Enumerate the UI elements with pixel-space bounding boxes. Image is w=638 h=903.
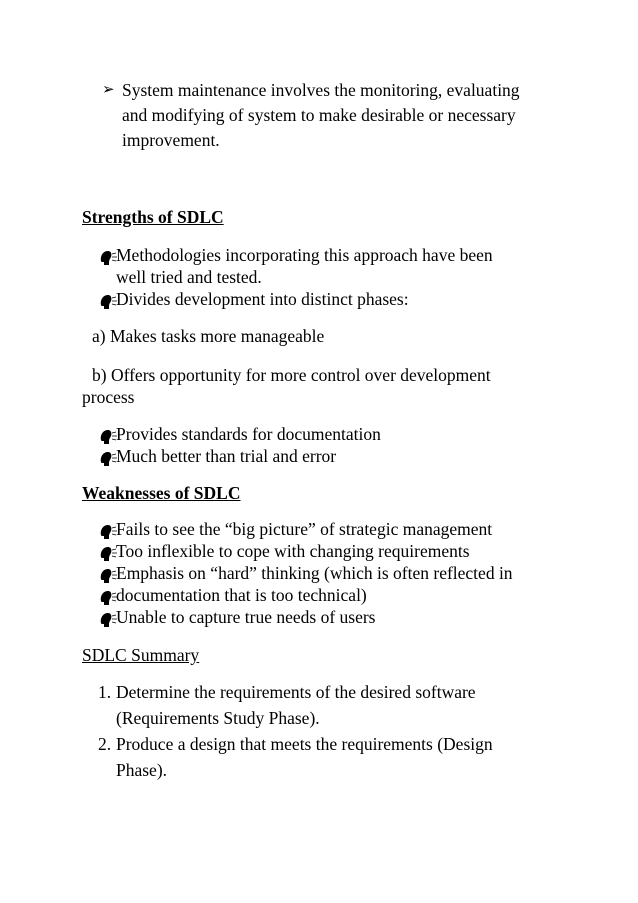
weakness-bullet-3: Emphasis on “hard” thinking (which is often reflected in [116, 563, 513, 583]
weakness-bullet-4: documentation that is too technical) [116, 585, 367, 605]
strengths-heading: Strengths of SDLC [82, 207, 224, 227]
weakness-bullet-2: Too inflexible to cope with changing requirements [116, 541, 470, 561]
intro-line-2: and modifying of system to make desirable or necessary [122, 105, 516, 125]
strength-bullet-3: Provides standards for documentation [116, 424, 381, 444]
summary-item-2-number: 2. [98, 734, 112, 754]
head-bullet-icon [98, 248, 118, 268]
head-bullet-icon [98, 522, 118, 542]
head-bullet-icon [98, 610, 118, 630]
summary-item-1-line-2: (Requirements Study Phase). [116, 708, 320, 728]
weaknesses-heading: Weaknesses of SDLC [82, 483, 241, 503]
head-bullet-icon [98, 427, 118, 447]
weakness-bullet-5: Unable to capture true needs of users [116, 607, 376, 627]
strength-sub-a: a) Makes tasks more manageable [92, 326, 325, 346]
intro-line-1: System maintenance involves the monitoring, evaluating [122, 80, 520, 100]
strength-bullet-4: Much better than trial and error [116, 446, 337, 466]
arrow-bullet-icon: ➢ [102, 82, 115, 98]
intro-line-3: improvement. [122, 130, 220, 150]
head-bullet-icon [98, 588, 118, 608]
weakness-bullet-1: Fails to see the “big picture” of strategic management [116, 519, 493, 539]
strength-bullet-1-line-1: Methodologies incorporating this approach have been [116, 245, 493, 265]
summary-item-1-line-1: Determine the requirements of the desired software [116, 682, 476, 702]
strength-sub-b-line-1: b) Offers opportunity for more control over development [92, 365, 491, 385]
summary-item-2-line-2: Phase). [116, 760, 168, 780]
head-bullet-icon [98, 566, 118, 586]
summary-heading: SDLC Summary [82, 645, 200, 665]
head-bullet-icon [98, 449, 118, 469]
head-bullet-icon [98, 292, 118, 312]
strength-bullet-2: Divides development into distinct phases: [116, 289, 409, 309]
summary-item-2-line-1: Produce a design that meets the requirements (Design [116, 734, 493, 754]
strength-sub-b-line-2: process [82, 387, 135, 407]
summary-item-1-number: 1. [98, 682, 112, 702]
head-bullet-icon [98, 544, 118, 564]
strength-bullet-1-line-2: well tried and tested. [116, 267, 262, 287]
